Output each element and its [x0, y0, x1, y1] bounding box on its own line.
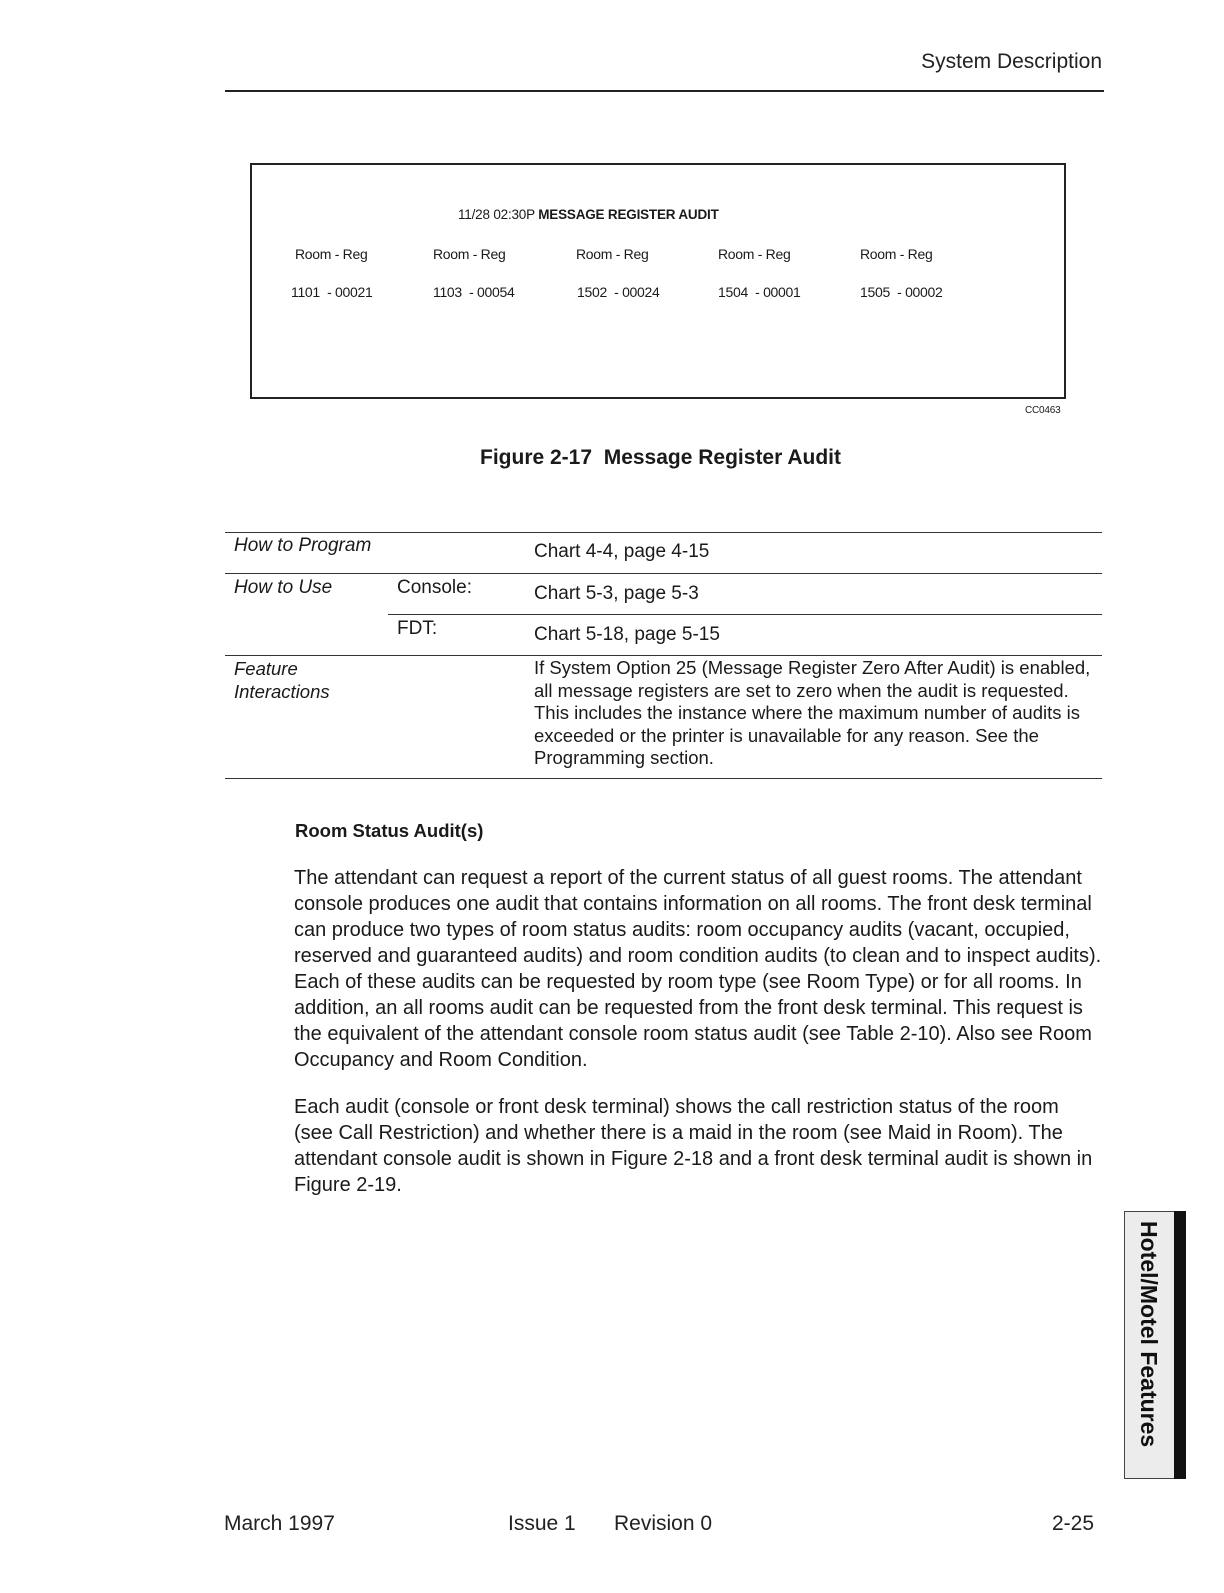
page-number: 2-25	[1052, 1512, 1095, 1535]
table-rule	[225, 778, 1102, 779]
table-rule	[225, 655, 1102, 656]
table-rule	[225, 532, 1102, 533]
footer-issue: Issue 1	[508, 1512, 576, 1535]
fdt-label: FDT:	[397, 618, 438, 639]
column-header: Room - Reg	[295, 246, 368, 262]
table-rule	[388, 614, 1102, 615]
how-to-use-label: How to Use	[234, 577, 333, 598]
figure-caption: Figure 2-17 Message Register Audit	[480, 446, 841, 469]
room-register-value: 1504 - 00001	[718, 284, 801, 300]
audit-timestamp: 11/28 02:30P	[458, 207, 535, 222]
console-label: Console:	[397, 577, 472, 598]
column-header: Room - Reg	[576, 246, 649, 262]
column-header: Room - Reg	[718, 246, 791, 262]
footer-revision: Revision 0	[614, 1512, 713, 1535]
audit-heading	[458, 207, 719, 222]
room-register-value: 1502 - 00024	[577, 284, 660, 300]
header-divider	[225, 90, 1104, 92]
room-register-value: 1101 - 00021	[291, 284, 373, 300]
side-tab-bar	[1174, 1211, 1186, 1479]
body-paragraph: The attendant can request a report of the current status of all guest rooms. The attendant console produces one audit that contains information on all rooms. The front desk terminal can produce two types of room status audits: room occupancy audits (vacant, occupied, reserved and guaranteed audits) and room condition audits (to clean and to inspect audits). Each of these audits can be requested by room type (see Room Type) or for all rooms. In addition, an all rooms audit can be requested from the front desk terminal. This request is the equivalent of the attendant console room status audit (see Table 2-10). Also see Room Occupancy and Room Condition.	[294, 867, 1102, 1071]
feature-interactions-text: If System Option 25 (Message Register Zero After Audit) is enabled, all message registers are set to zero when the audit is requested. This includes the instance where the maximum number of audits is exceeded or the printer is unavailable for any reason. See the Programming section.	[534, 657, 1091, 768]
column-header: Room - Reg	[860, 246, 933, 262]
room-register-value: 1103 - 00054	[433, 284, 515, 300]
section-heading: Room Status Audit(s)	[295, 820, 484, 841]
figure-code: CC0463	[1025, 405, 1061, 416]
fdt-ref: Chart 5-18, page 5-15	[534, 624, 720, 645]
table-rule	[225, 573, 1102, 574]
how-to-program-ref: Chart 4-4, page 4-15	[534, 541, 710, 562]
how-to-program-label: How to Program	[234, 535, 372, 556]
audit-printout-box	[250, 163, 1066, 399]
column-header: Room - Reg	[433, 246, 506, 262]
console-ref: Chart 5-3, page 5-3	[534, 583, 699, 604]
chapter-side-tab	[1124, 1211, 1186, 1479]
side-tab-label: Hotel/Motel Features	[1136, 1221, 1162, 1448]
body-paragraph: Each audit (console or front desk terminal) shows the call restriction status of the room (see Call Restriction) and whether there is a maid in the room (see Maid in Room). The attendant console audit is shown in Figure 2-18 and a front desk terminal audit is shown in Figure 2-19.	[294, 1096, 1093, 1196]
room-register-value: 1505 - 00002	[860, 284, 943, 300]
feature-interactions-label-line2: Interactions	[234, 681, 330, 702]
running-header: System Description	[921, 50, 1102, 73]
feature-interactions-label-line1: Feature	[234, 658, 298, 679]
footer-date: March 1997	[224, 1512, 335, 1535]
audit-title: MESSAGE REGISTER AUDIT	[538, 207, 719, 222]
